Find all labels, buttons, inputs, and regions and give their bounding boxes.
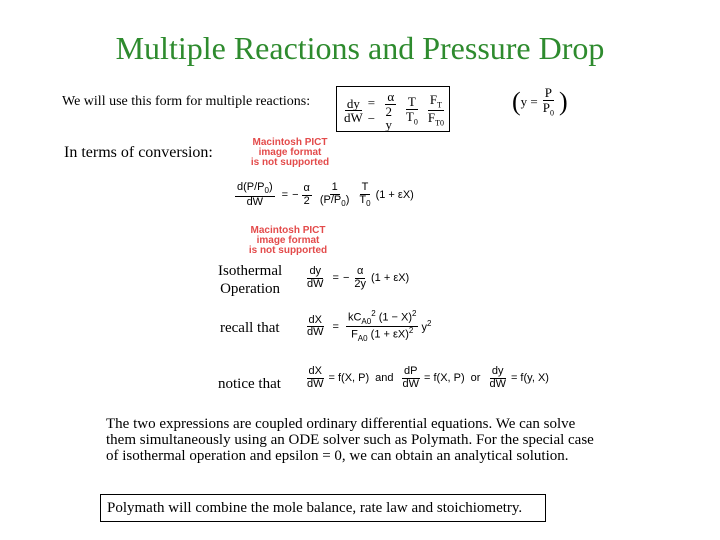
polymath-note-box xyxy=(100,494,546,522)
eq-recall-equals: = xyxy=(332,320,339,333)
explanation-paragraph: The two expressions are coupled ordinary differential equations. We can solve them simultaneously using an ODE solver such as Polymath. For the special case of isothermal operation and epsilon = 0, we can obtain an analytical solution. xyxy=(106,416,594,464)
isothermal-line2: Operation xyxy=(220,281,281,297)
pict2-line2: image format xyxy=(256,235,320,246)
eq-y-den: P xyxy=(542,99,550,115)
pict1-line1: Macintosh PICT xyxy=(252,137,328,148)
eq-iso-equals: = xyxy=(332,272,339,285)
eq-notice-dp: dP xyxy=(404,365,418,377)
pict-placeholder-1 xyxy=(240,138,340,168)
eq-conv-one: 1 xyxy=(331,181,338,193)
pict2-line1: Macintosh PICT xyxy=(250,225,326,236)
eq-notice-f3: = f(y, X) xyxy=(510,372,549,385)
eq-main-alpha: α xyxy=(387,89,395,104)
eq-notice-f1: = f(X, P) xyxy=(328,372,370,385)
eq-notice-dw3: dW xyxy=(489,377,506,390)
eq-recall-lhs-den: dW xyxy=(307,326,324,339)
isothermal-equation: $\frac{dy}{dW}$ = − $\frac{\alpha}{2y}$ (1 + εX) xyxy=(307,265,410,290)
eq-notice-dy: dy xyxy=(491,365,504,377)
eq-conv-T: T xyxy=(361,181,369,193)
eq-iso-lhs-den: dW xyxy=(307,277,324,290)
eq-notice-dx: dX xyxy=(308,365,322,377)
eq-main-equals: = − xyxy=(367,94,376,126)
eq-main-2y: 2 y xyxy=(385,103,393,133)
main-equation-box: $\frac{dy}{dW}$ = − $\frac{\alpha}{2 y}$ $\frac{T}{T_0}$ $\frac{F_T}{F_{T0}}$ xyxy=(336,86,450,132)
eq-main-FT: F xyxy=(429,92,438,108)
eq-recall-y: y xyxy=(421,322,427,335)
eq-conv-equals: = xyxy=(281,189,289,202)
page-title: Multiple Reactions and Pressure Drop xyxy=(115,30,605,66)
isothermal-label xyxy=(218,262,282,298)
eq-conv-lhs-den: dW xyxy=(246,195,264,208)
eq-conv-alpha: α xyxy=(303,182,310,195)
eq-conv-T0: T xyxy=(359,193,367,206)
eq-main-lhs-num: dy xyxy=(346,95,360,111)
eq-iso-tail: (1 + εX) xyxy=(371,272,410,285)
eq-conv-lhs-num: d(P/P xyxy=(237,181,265,193)
y-definition: ( y = $\frac{P}{P_0}$ ) xyxy=(512,85,568,118)
eq-conv-tail: (1 + εX) xyxy=(375,189,414,202)
eq-main-lhs-den: dW xyxy=(344,110,363,126)
eq-main-FT0: F xyxy=(427,110,436,126)
eq-conv-pp0: (P/P xyxy=(319,193,342,206)
eq-recall-num-tail: (1 − X) xyxy=(378,311,413,324)
isothermal-line1: Isothermal xyxy=(218,263,283,279)
eq-notice-dw1: dW xyxy=(307,377,324,390)
recall-label: recall that xyxy=(220,320,280,336)
pict-placeholder-2 xyxy=(238,226,338,256)
eq-y-num: P xyxy=(544,85,552,100)
recall-equation: $\frac{dX}{dW}$ = $\frac{kC_{A0}^2 (1 - X)^2}{F_{A0} (1 + \varepsilon X)^2}$ $y^2$ xyxy=(307,309,432,344)
eq-notice-f2: = f(X, P) xyxy=(424,372,465,385)
eq-y-lhs: y = xyxy=(520,93,538,109)
eq-iso-lhs-num: dy xyxy=(309,265,322,277)
eq-recall-lhs-num: dX xyxy=(308,313,322,326)
eq-main-T0: T xyxy=(405,108,414,124)
pict1-line2: image format xyxy=(258,147,322,158)
notice-equation xyxy=(302,366,549,390)
eq-notice-dw2: dW xyxy=(402,377,420,390)
notice-label: notice that xyxy=(218,376,281,392)
eq-notice-and: and xyxy=(375,372,394,385)
eq-recall-kc: kC xyxy=(347,311,362,324)
eq-iso-alpha: α xyxy=(357,265,364,277)
eq-notice-or: or xyxy=(470,372,481,385)
eq-iso-2y: 2y xyxy=(354,277,366,290)
eq-conv-2: 2 xyxy=(303,194,310,207)
eq-recall-den-tail: (1 + εX) xyxy=(370,328,409,341)
polymath-note: Polymath will combine the mole balance, rate law and stoichiometry. xyxy=(107,500,523,516)
conversion-equation: $\frac{d(P/P_0)}{dW}$ = − $\frac{\alpha}{2}$ $\frac{1}{(P/P_0)}$ $\frac{T}{T_0}$ (1 + εX) xyxy=(237,181,414,208)
pict1-line3: is not supported xyxy=(250,157,330,168)
eq-main-T: T xyxy=(407,94,416,110)
intro-text: We will use this form for multiple reactions: xyxy=(62,94,311,109)
pict2-line3: is not supported xyxy=(248,245,328,256)
conversion-label: In terms of conversion: xyxy=(64,144,213,161)
eq-recall-F: F xyxy=(351,328,358,341)
